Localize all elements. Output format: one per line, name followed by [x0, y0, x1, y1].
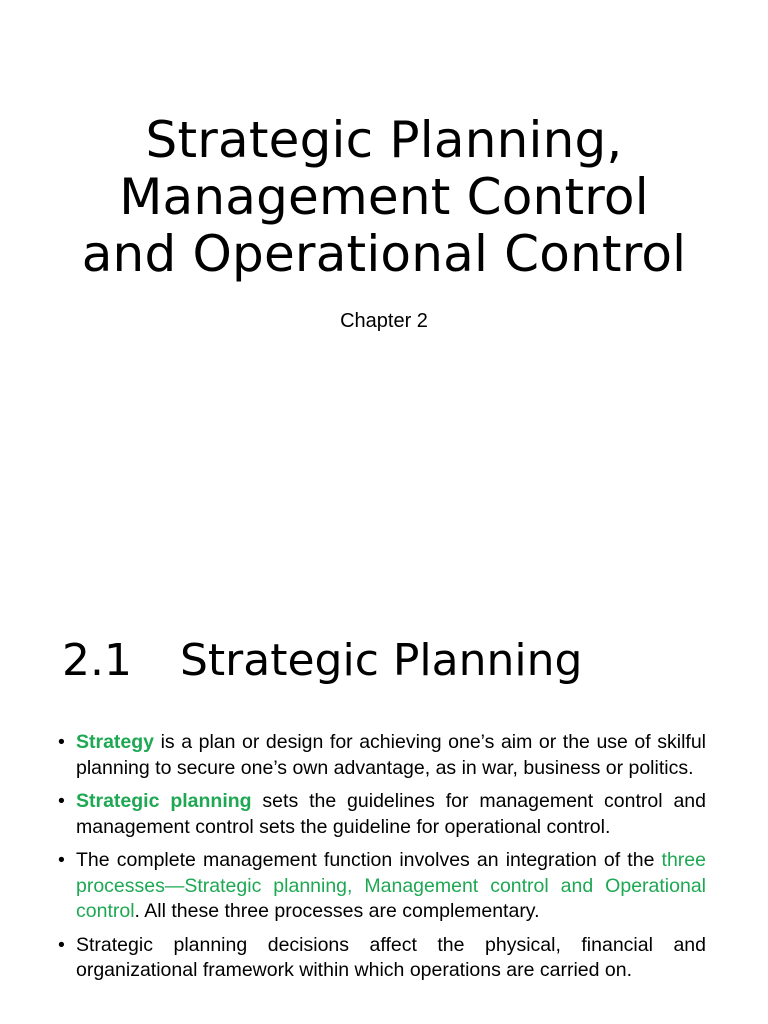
highlighted-term: Strategic planning — [76, 790, 252, 812]
bullet-icon: • — [58, 731, 65, 753]
bullet-text: Strategic planning decisions affect the physical, financial and organizational framework within which operations are carried on. — [76, 933, 706, 981]
bullet-text: is a plan or design for achieving one’s aim or the use of skilful planning to secure one’s own advantage, as in war, business or politics. — [76, 731, 706, 779]
bullet-item — [56, 848, 706, 925]
section-number: 2.1 — [62, 635, 132, 686]
section-title: Strategic Planning — [180, 635, 583, 686]
highlighted-phrase: three processes—Strategic planning, Management control and Operational control — [76, 849, 706, 922]
bullet-item — [56, 789, 706, 840]
bullet-list — [56, 730, 706, 992]
bullet-icon: • — [58, 933, 65, 956]
content-slide — [0, 578, 768, 1024]
bullet-text: sets the guidelines for management control and management control sets the guideline for operational control. — [76, 790, 706, 838]
chapter-subtitle: Chapter 2 — [340, 310, 428, 332]
bullet-icon: • — [58, 849, 65, 871]
title-line: Management Control — [119, 168, 649, 226]
bullet-icon: • — [58, 790, 65, 812]
title-line: Strategic Planning, — [145, 111, 623, 169]
bullet-item — [56, 730, 706, 781]
bullet-text: The complete management function involves an integration of the — [76, 849, 662, 871]
highlighted-term: Strategy — [76, 731, 155, 753]
section-heading — [62, 633, 582, 689]
presentation-title — [40, 112, 728, 283]
bullet-item — [56, 933, 706, 984]
title-line: and Operational Control — [81, 225, 687, 283]
bullet-text: . All these three processes are complementary. — [134, 900, 540, 922]
